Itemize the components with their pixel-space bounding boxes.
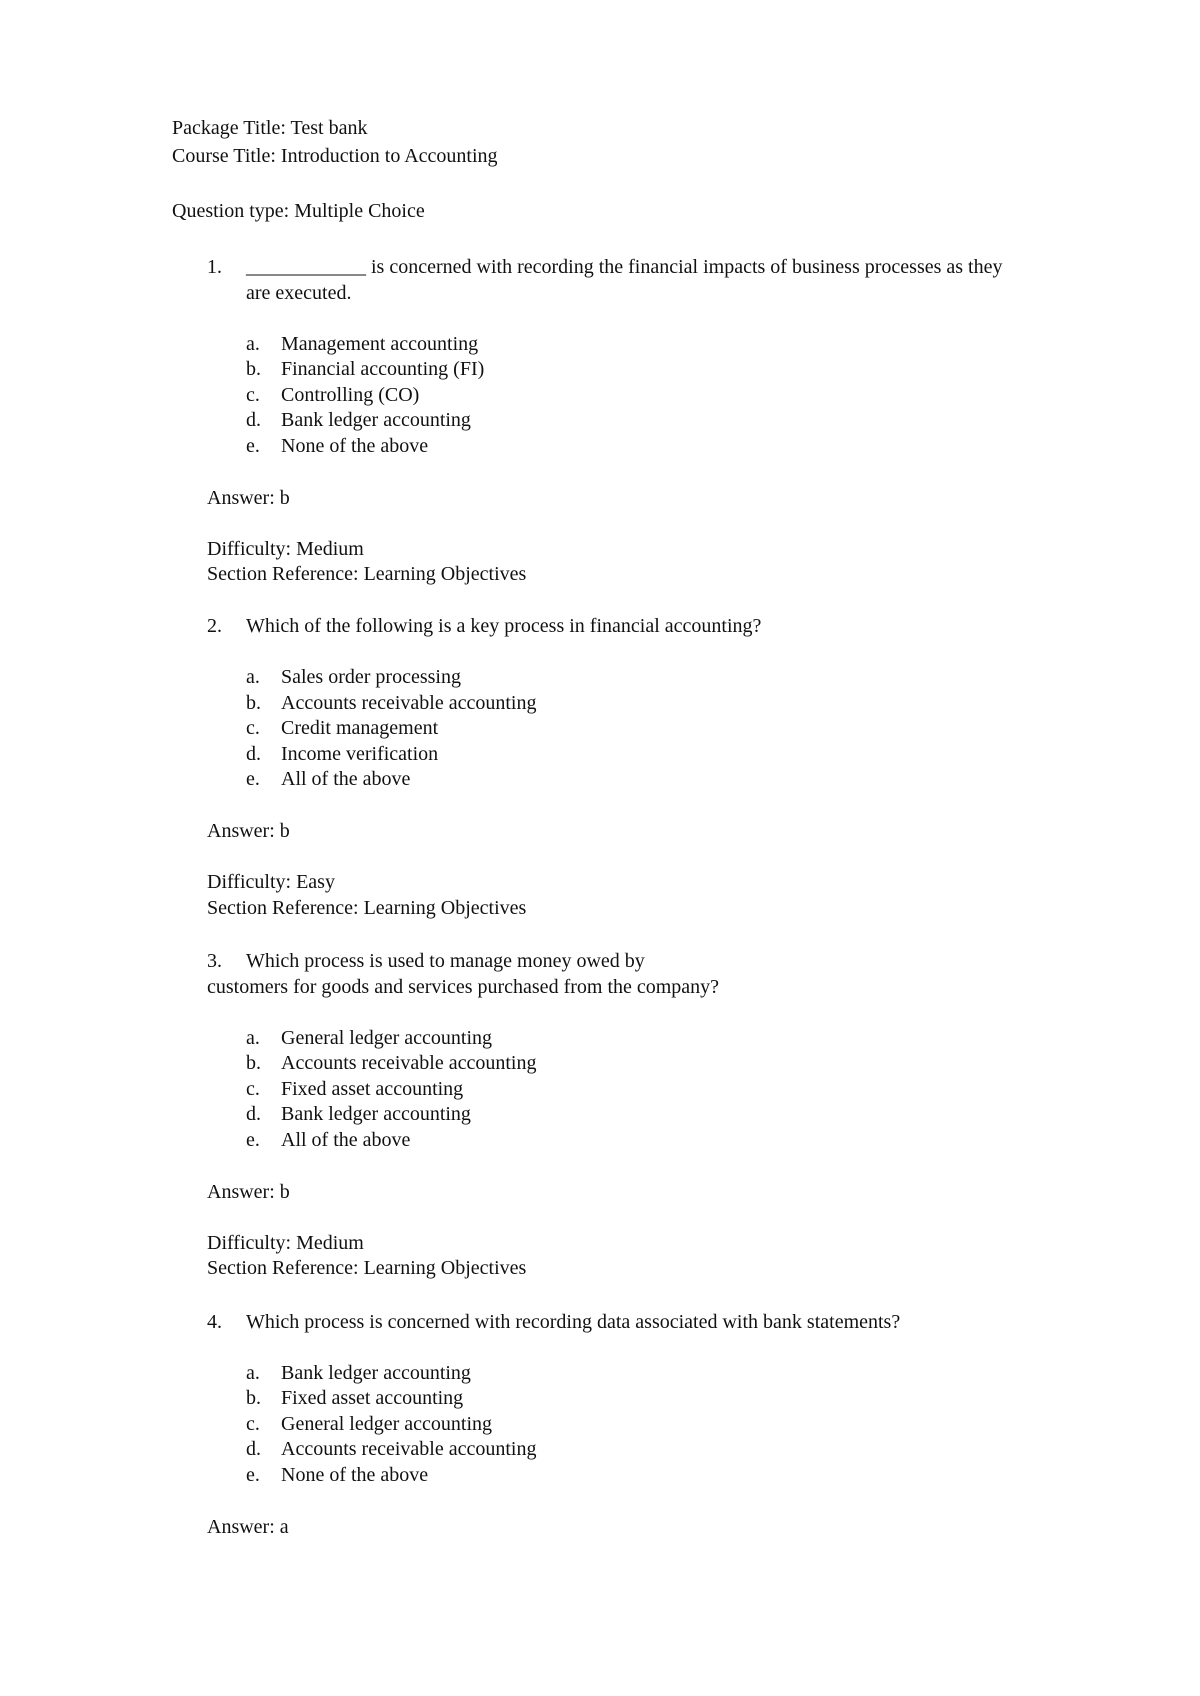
question-2-number: 2. bbox=[207, 615, 222, 637]
q2-option-b-letter: b. bbox=[246, 692, 261, 714]
q4-answer: Answer: a bbox=[207, 1516, 289, 1538]
question-4-text: Which process is concerned with recording data associated with bank statements? bbox=[246, 1311, 901, 1333]
q2-option-e-text: All of the above bbox=[281, 768, 411, 790]
q1-option-b-text: Financial accounting (FI) bbox=[281, 358, 485, 380]
q4-option-e-letter: e. bbox=[246, 1464, 260, 1486]
question-3-text-cont: customers for goods and services purchased from the company? bbox=[207, 976, 720, 998]
q3-option-e-text: All of the above bbox=[281, 1129, 411, 1151]
q3-answer: Answer: b bbox=[207, 1181, 290, 1203]
q1-option-c-letter: c. bbox=[246, 384, 260, 406]
q4-option-d-text: Accounts receivable accounting bbox=[281, 1438, 537, 1460]
question-3-number: 3. bbox=[207, 950, 222, 972]
q3-option-e-letter: e. bbox=[246, 1129, 260, 1151]
q1-option-e-text: None of the above bbox=[281, 435, 429, 457]
q3-option-d-text: Bank ledger accounting bbox=[281, 1103, 471, 1125]
question-4-number: 4. bbox=[207, 1311, 222, 1333]
q4-option-b-letter: b. bbox=[246, 1387, 261, 1409]
course-title: Course Title: Introduction to Accounting bbox=[172, 145, 498, 167]
q1-option-c-text: Controlling (CO) bbox=[281, 384, 420, 406]
q3-option-a-text: General ledger accounting bbox=[281, 1027, 493, 1049]
q4-option-c-text: General ledger accounting bbox=[281, 1413, 493, 1435]
q4-option-d-letter: d. bbox=[246, 1438, 261, 1460]
q1-option-b-letter: b. bbox=[246, 358, 261, 380]
q1-option-e-letter: e. bbox=[246, 435, 260, 457]
q4-option-a-text: Bank ledger accounting bbox=[281, 1362, 471, 1384]
q3-option-b-letter: b. bbox=[246, 1052, 261, 1074]
q3-difficulty: Difficulty: Medium bbox=[207, 1232, 364, 1254]
q3-option-a-letter: a. bbox=[246, 1027, 260, 1049]
q4-option-c-letter: c. bbox=[246, 1413, 260, 1435]
question-2-text: Which of the following is a key process in financial accounting? bbox=[246, 615, 762, 637]
q2-section-reference: Section Reference: Learning Objectives bbox=[207, 897, 527, 919]
q1-option-a-text: Management accounting bbox=[281, 333, 479, 355]
q1-option-d-letter: d. bbox=[246, 409, 261, 431]
q2-option-c-text: Credit management bbox=[281, 717, 439, 739]
question-1-text: ____________ is concerned with recording the financial impacts of business processes as they bbox=[246, 256, 1003, 278]
q2-option-d-letter: d. bbox=[246, 743, 261, 765]
q2-option-e-letter: e. bbox=[246, 768, 260, 790]
q1-section-reference: Section Reference: Learning Objectives bbox=[207, 563, 527, 585]
q2-option-c-letter: c. bbox=[246, 717, 260, 739]
q3-option-c-letter: c. bbox=[246, 1078, 260, 1100]
q2-option-d-text: Income verification bbox=[281, 743, 439, 765]
package-title: Package Title: Test bank bbox=[172, 117, 368, 139]
question-type: Question type: Multiple Choice bbox=[172, 200, 425, 222]
question-3-text: Which process is used to manage money owed by bbox=[246, 950, 645, 972]
q2-answer: Answer: b bbox=[207, 820, 290, 842]
q4-option-e-text: None of the above bbox=[281, 1464, 429, 1486]
q3-option-c-text: Fixed asset accounting bbox=[281, 1078, 464, 1100]
q1-answer: Answer: b bbox=[207, 487, 290, 509]
q1-option-d-text: Bank ledger accounting bbox=[281, 409, 471, 431]
q4-option-a-letter: a. bbox=[246, 1362, 260, 1384]
q1-option-a-letter: a. bbox=[246, 333, 260, 355]
q2-difficulty: Difficulty: Easy bbox=[207, 871, 335, 893]
q2-option-a-text: Sales order processing bbox=[281, 666, 461, 688]
q3-option-b-text: Accounts receivable accounting bbox=[281, 1052, 537, 1074]
question-1-text-cont: are executed. bbox=[246, 282, 352, 304]
q3-section-reference: Section Reference: Learning Objectives bbox=[207, 1257, 527, 1279]
q2-option-b-text: Accounts receivable accounting bbox=[281, 692, 537, 714]
q3-option-d-letter: d. bbox=[246, 1103, 261, 1125]
question-1-number: 1. bbox=[207, 256, 222, 278]
q2-option-a-letter: a. bbox=[246, 666, 260, 688]
q1-difficulty: Difficulty: Medium bbox=[207, 538, 364, 560]
q4-option-b-text: Fixed asset accounting bbox=[281, 1387, 464, 1409]
